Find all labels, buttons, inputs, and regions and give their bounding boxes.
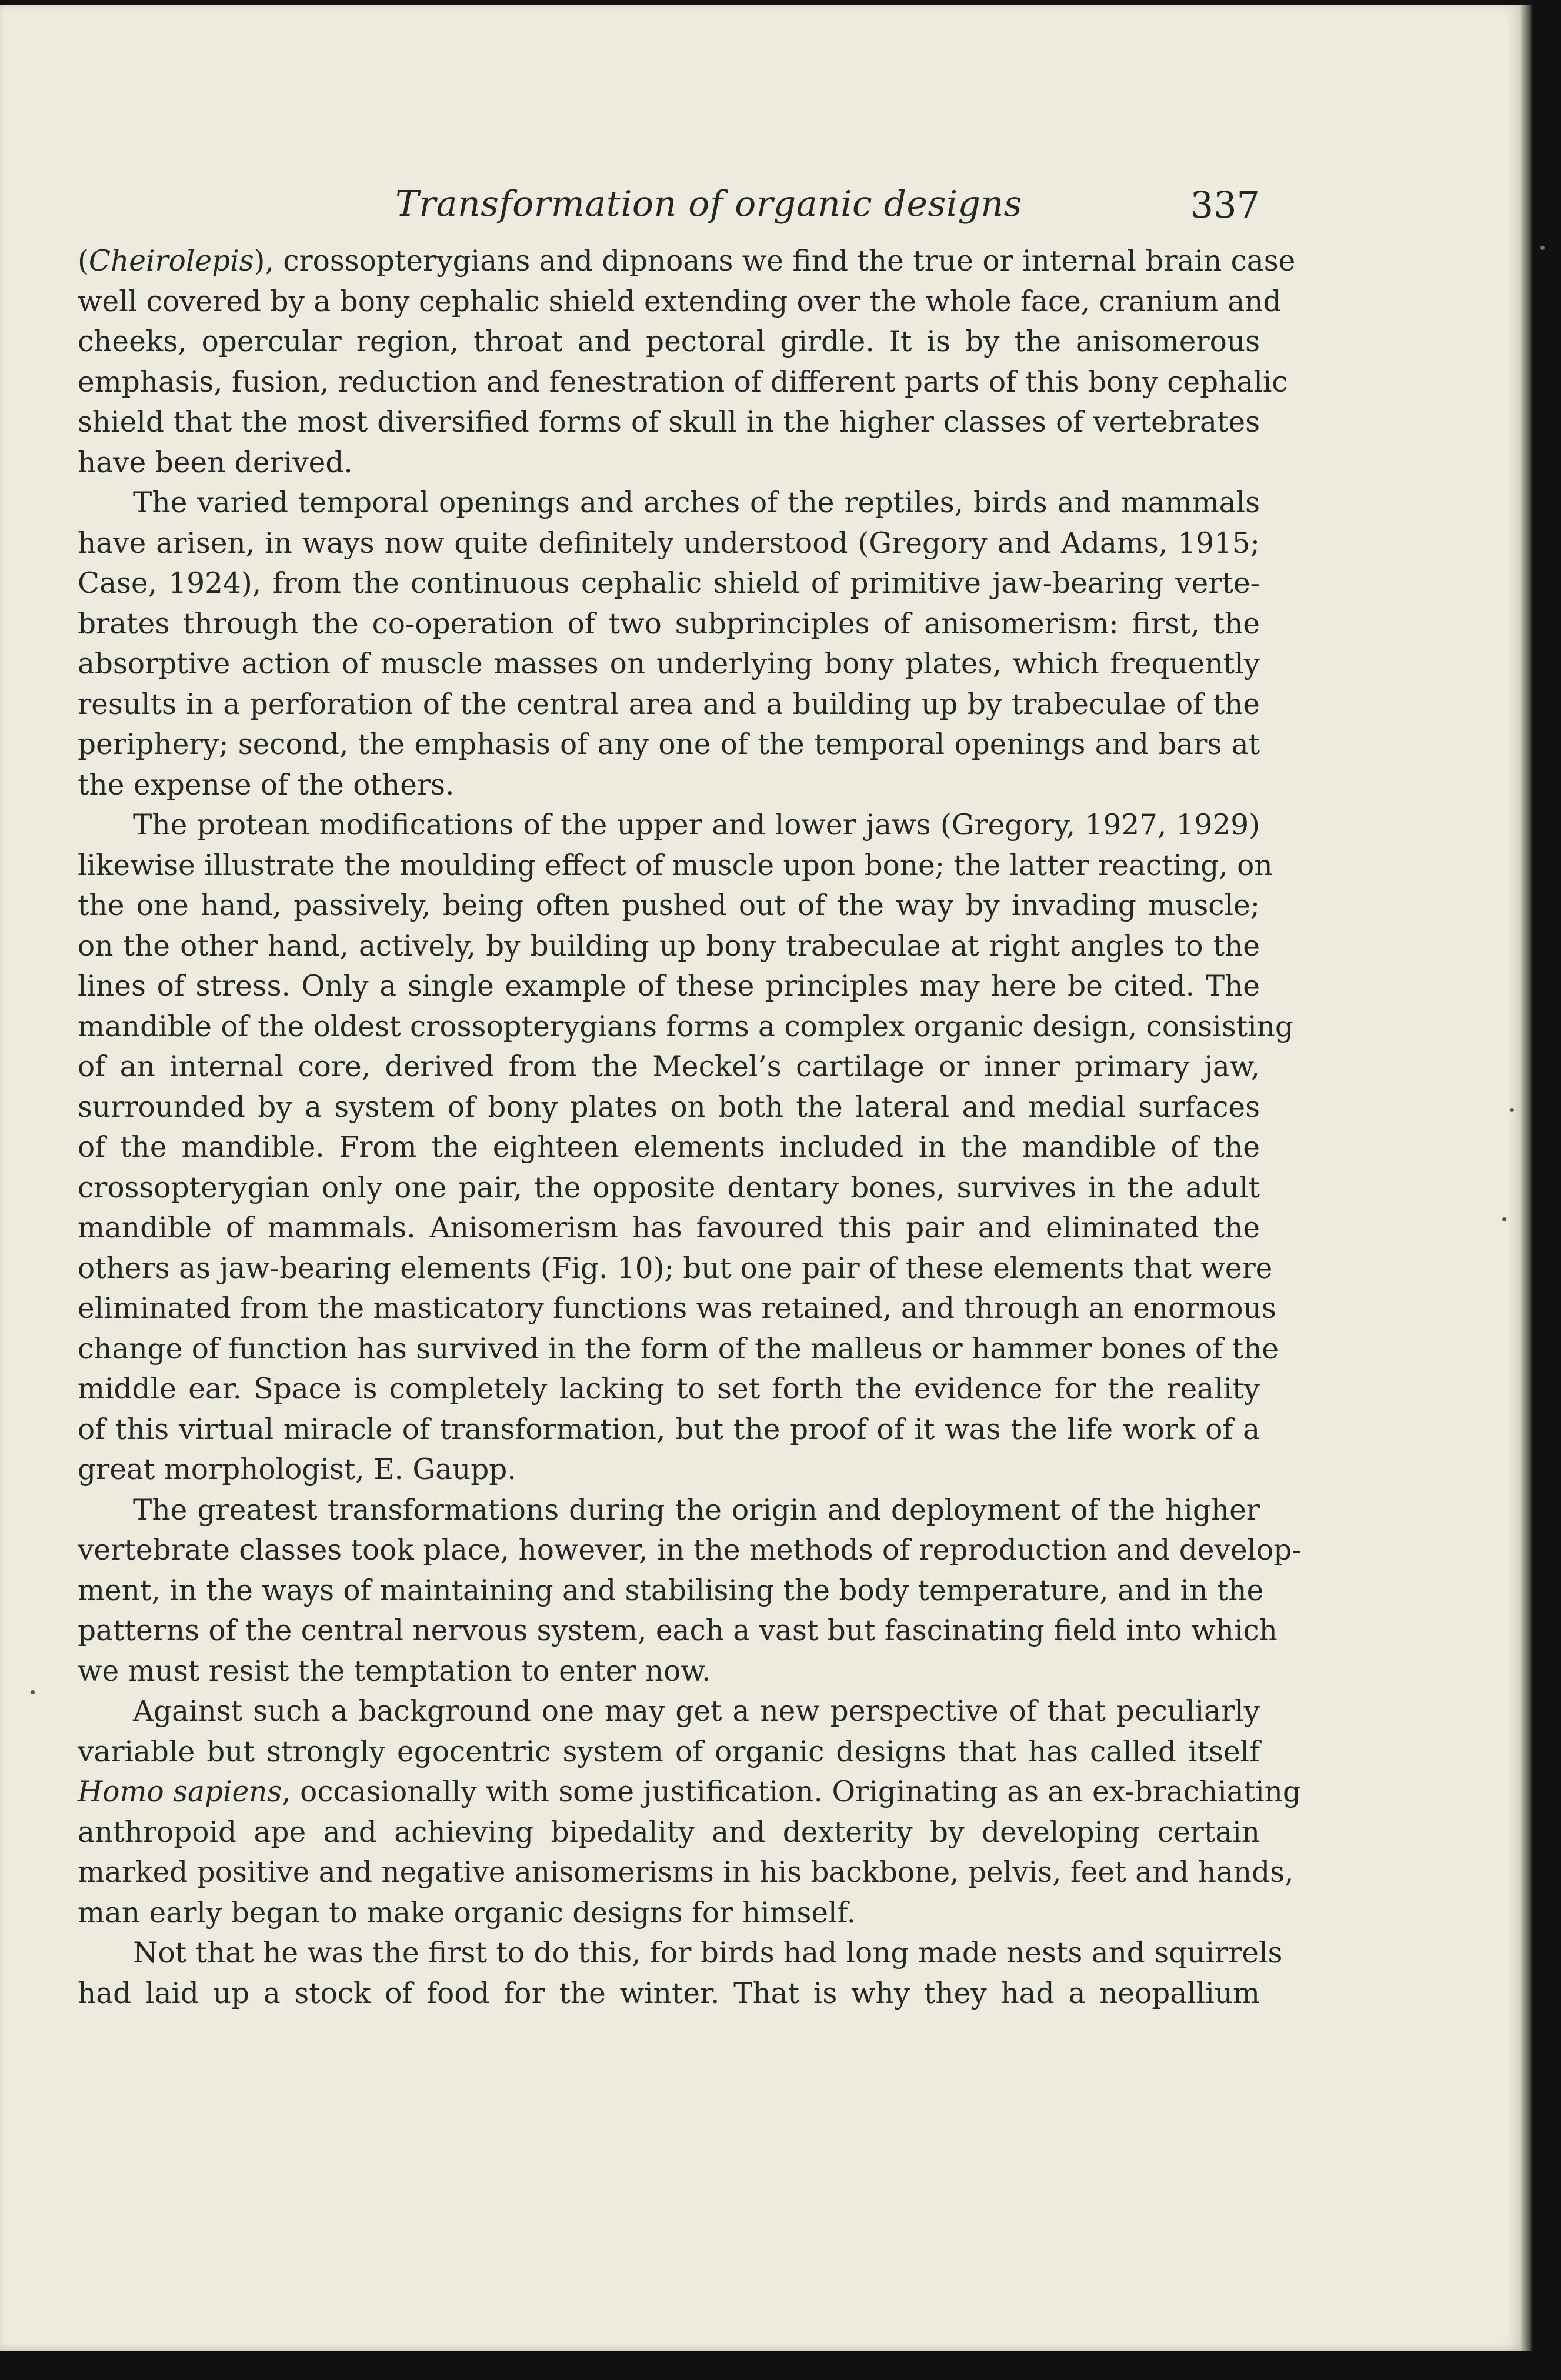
paper-speck <box>1502 1217 1506 1221</box>
text-line: surrounded by a system of bony plates on both the lateral and medial surfaces <box>78 1090 1260 1124</box>
text-line: Case, 1924), from the continuous cephalic shield of primitive jaw-bearing verte- <box>78 567 1260 600</box>
text-line: shield that the most diversified forms of skull in the higher classes of vertebrates <box>78 406 1260 439</box>
text-line: mandible of mammals. Anisomerism has favoured this pair and eliminated the <box>78 1211 1260 1244</box>
text-line: vertebrate classes took place, however, in the methods of reproduction and develop- <box>78 1534 1302 1567</box>
text-line: great morphologist, E. Gaupp. <box>78 1453 516 1486</box>
paper-speck <box>1540 246 1545 250</box>
text-line: The varied temporal openings and arches of the reptiles, birds and mammals <box>133 486 1260 519</box>
text-line: of the mandible. From the eighteen elements included in the mandible of the <box>78 1131 1260 1164</box>
text-line: ment, in the ways of maintaining and stabilising the body temperature, and in the <box>78 1574 1264 1607</box>
text-line: middle ear. Space is completely lacking to set forth the evidence for the reality <box>78 1373 1260 1406</box>
text-line: marked positive and negative anisomerisms in his backbone, pelvis, feet and hands, <box>78 1856 1294 1889</box>
page-header <box>78 183 1260 231</box>
text-line: emphasis, fusion, reduction and fenestration of different parts of this bony cephalic <box>78 365 1288 399</box>
text-line: Not that he was the first to do this, for birds had long made nests and squirrels <box>133 1937 1283 1970</box>
text-line: have been derived. <box>78 446 353 479</box>
page-edge-shadow <box>1521 5 1533 2351</box>
text-line: likewise illustrate the moulding effect of muscle upon bone; the latter reacting, on <box>78 849 1273 882</box>
text-line: of an internal core, derived from the Meckel’s cartilage or inner primary jaw, <box>78 1050 1260 1083</box>
text-line: absorptive action of muscle masses on underlying bony plates, which frequently <box>78 647 1260 680</box>
text-line: the expense of the others. <box>78 768 455 802</box>
running-head: Transformation of organic designs <box>395 183 1022 225</box>
text-line: results in a perforation of the central area and a building up by trabeculae of the <box>78 687 1260 721</box>
text-line: man early began to make organic designs for himself. <box>78 1896 856 1930</box>
text-line: have arisen, in ways now quite definitely understood (Gregory and Adams, 1915; <box>78 526 1260 560</box>
text-line: the one hand, passively, being often pushed out of the way by invading muscle; <box>78 889 1260 922</box>
text-line: change of function has survived in the form of the malleus or hammer bones of the <box>78 1332 1279 1366</box>
text-line: cheeks, opercular region, throat and pectoral girdle. It is by the anisomerous <box>78 325 1260 358</box>
text-line: on the other hand, actively, by building up bony trabeculae at right angles to the <box>78 929 1260 963</box>
page-number: 337 <box>1190 183 1260 226</box>
paper-speck <box>31 1690 35 1694</box>
text-line: mandible of the oldest crossopterygians forms a complex organic design, consisting <box>78 1010 1293 1043</box>
text-line: we must resist the temptation to enter now. <box>78 1654 711 1688</box>
text-line: Against such a background one may get a new perspective of that peculiarly <box>133 1695 1260 1728</box>
text-line: of this virtual miracle of transformation, but the proof of it was the life work of a <box>78 1413 1260 1446</box>
text-line: (Cheirolepis), crossopterygians and dipnoans we find the true or internal brain case <box>78 245 1296 278</box>
text-line: anthropoid ape and achieving bipedality and dexterity by developing certain <box>78 1815 1260 1849</box>
text-line: patterns of the central nervous system, each a vast but fascinating field into which <box>78 1614 1278 1647</box>
text-line: others as jaw-bearing elements (Fig. 10); but one pair of these elements that were <box>78 1251 1273 1285</box>
text-line: well covered by a bony cephalic shield extending over the whole face, cranium and <box>78 285 1282 318</box>
text-line: eliminated from the masticatory functions was retained, and through an enormous <box>78 1292 1276 1325</box>
text-line: periphery; second, the emphasis of any one of the temporal openings and bars at <box>78 728 1260 761</box>
text-line: had laid up a stock of food for the winter. That is why they had a neopallium <box>78 1977 1260 2010</box>
text-line: crossopterygian only one pair, the opposite dentary bones, survives in the adult <box>78 1171 1260 1204</box>
text-line: variable but strongly egocentric system of organic designs that has called itself <box>78 1735 1260 1768</box>
text-line: brates through the co-operation of two subprinciples of anisomerism: first, the <box>78 607 1260 640</box>
text-line: Homo sapiens, occasionally with some justification. Originating as an ex-brachiating <box>78 1775 1301 1808</box>
body-text <box>78 241 1302 2014</box>
paper-speck <box>1510 1108 1514 1112</box>
text-line: The protean modifications of the upper and lower jaws (Gregory, 1927, 1929) <box>133 809 1260 842</box>
text-line: lines of stress. Only a single example of these principles may here be cited. The <box>78 970 1260 1003</box>
text-line: The greatest transformations during the origin and deployment of the higher <box>133 1493 1260 1527</box>
